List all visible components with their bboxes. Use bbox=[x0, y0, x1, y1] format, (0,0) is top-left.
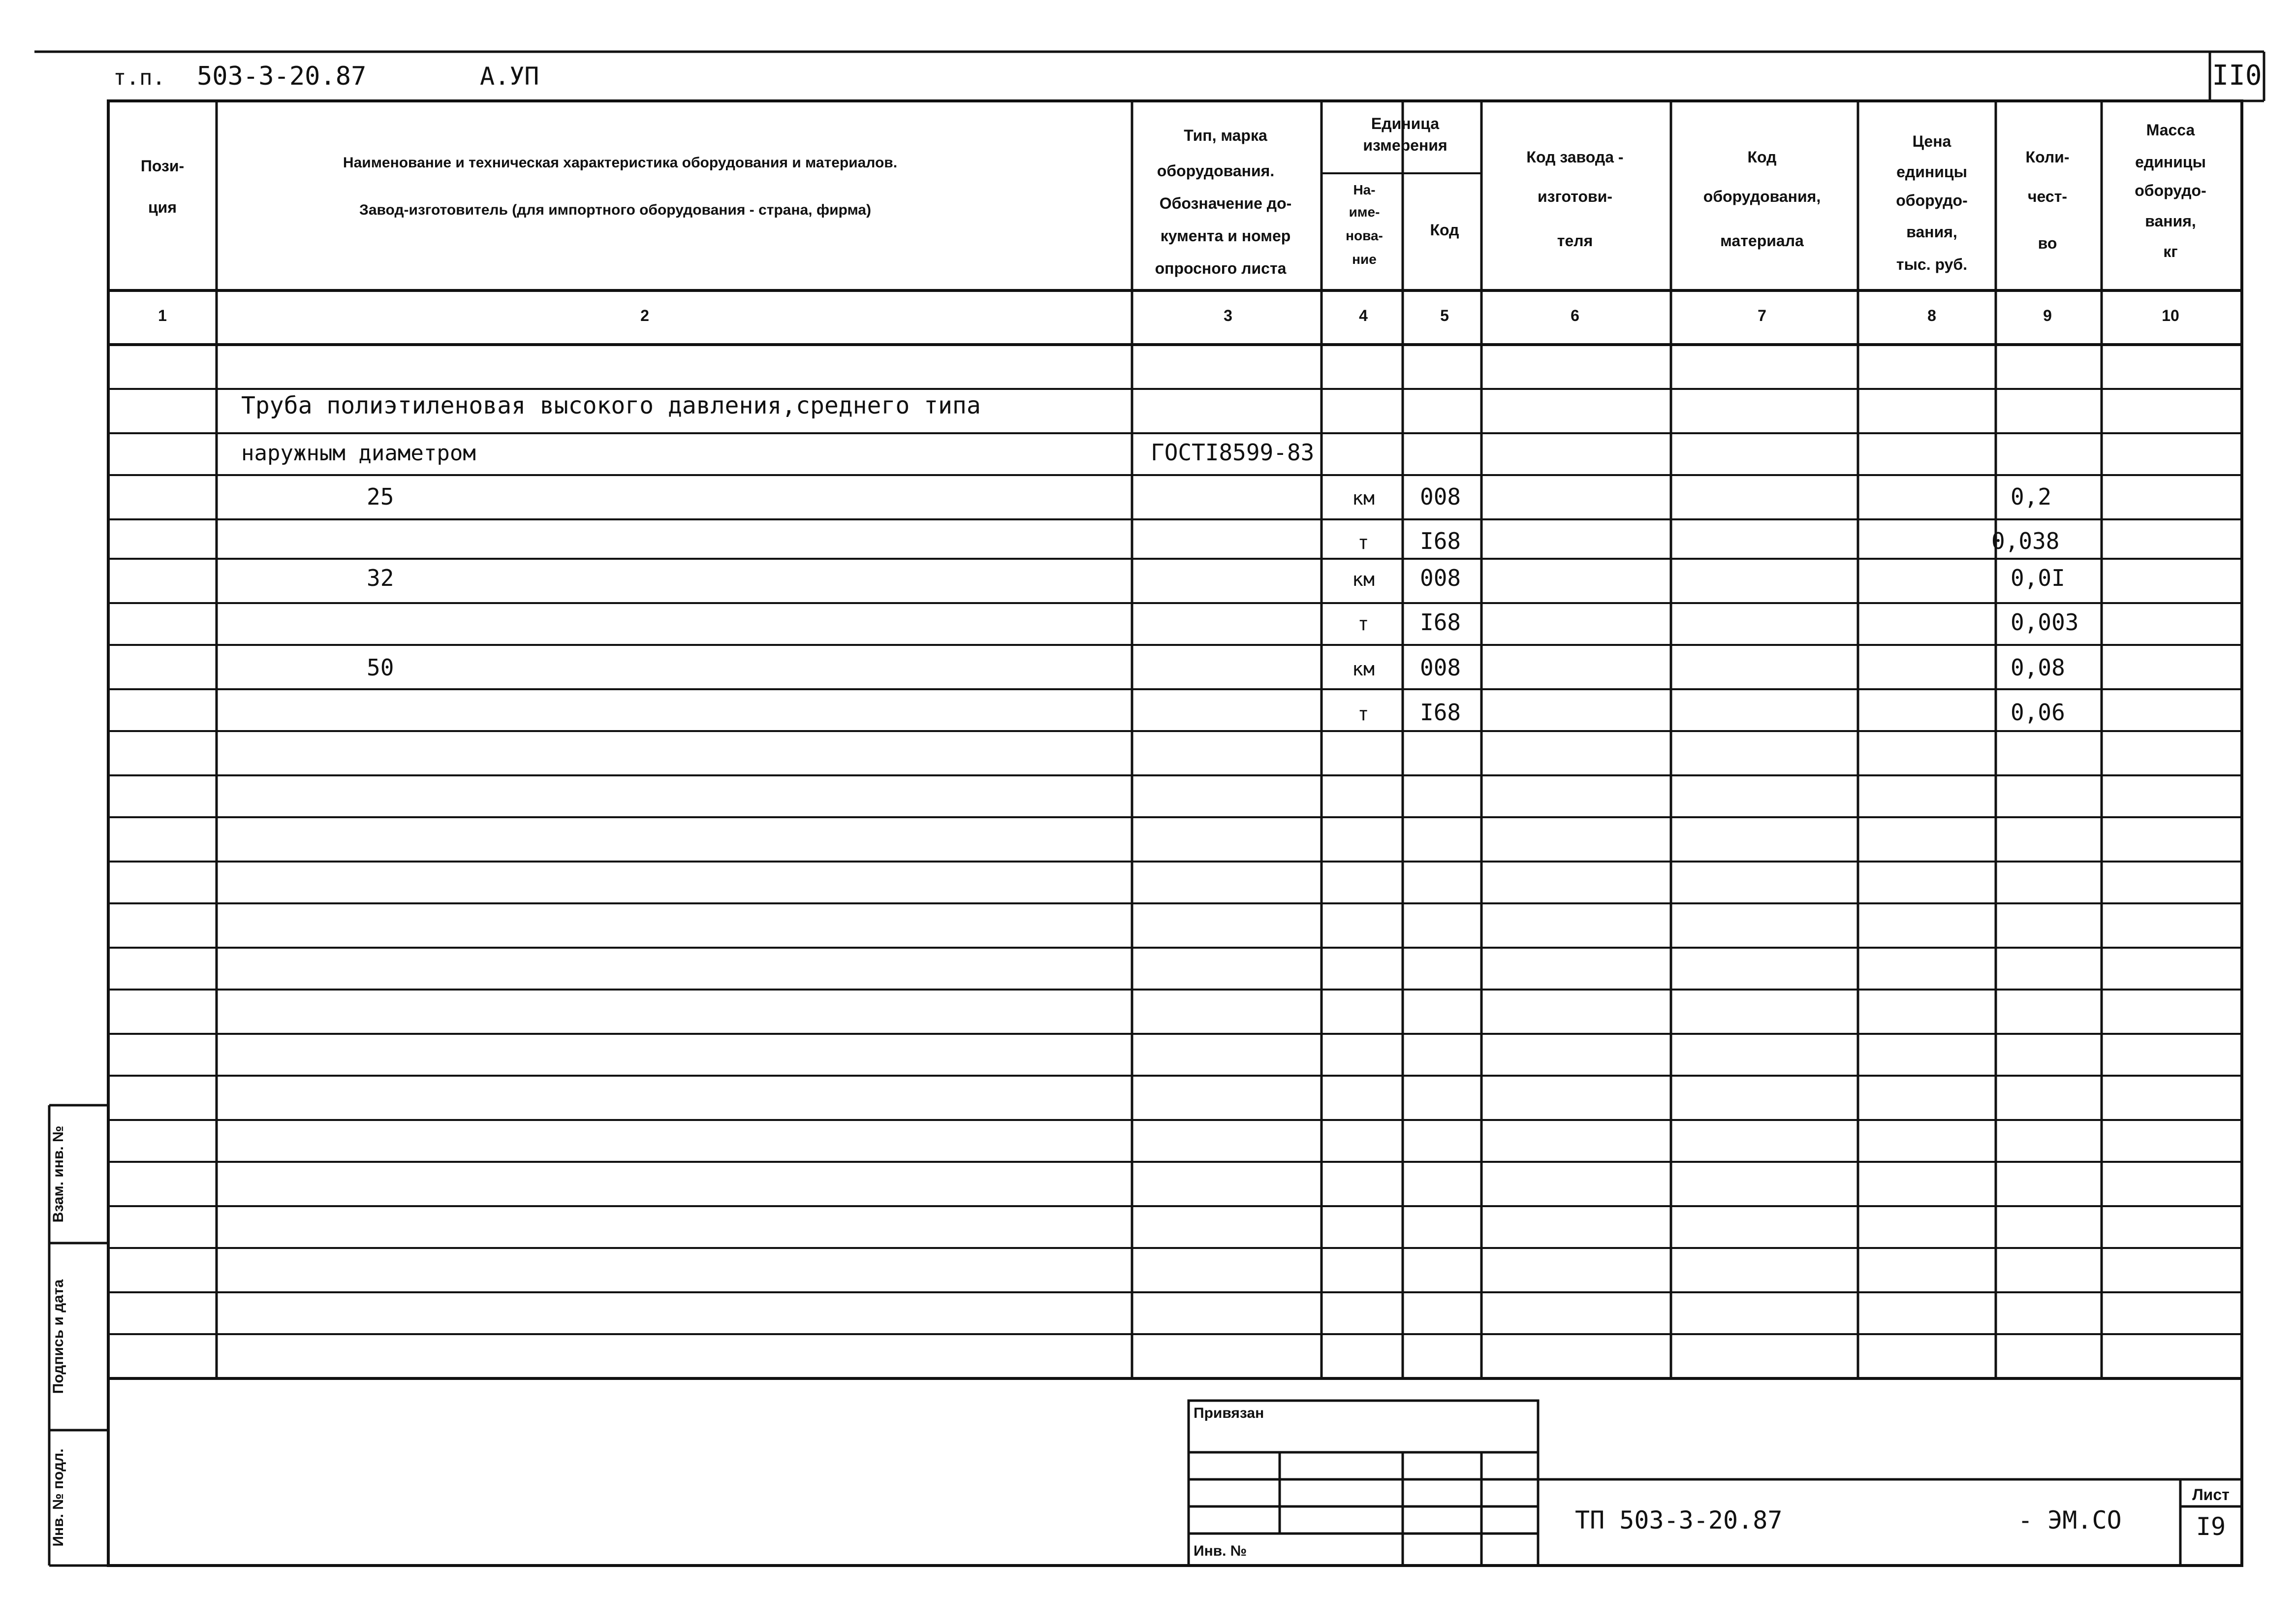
row-3-code: 008 bbox=[1420, 483, 1461, 510]
project-code: ТП 503-3-20.87 bbox=[1575, 1506, 1783, 1535]
row-4-code: I68 bbox=[1420, 528, 1461, 554]
col-number-8: 8 bbox=[1927, 307, 1936, 324]
header-type-line5: опросного листа bbox=[1155, 259, 1287, 277]
header-price-line1: Цена bbox=[1912, 132, 1951, 150]
col-number-10: 10 bbox=[2162, 307, 2179, 324]
row-4-qty: 0,038 bbox=[1991, 528, 2060, 554]
header-type-line4: кумента и номер bbox=[1160, 227, 1291, 245]
header-mass-line5: кг bbox=[2163, 243, 2178, 260]
row-5-qty: 0,0I bbox=[2011, 565, 2065, 591]
header-equipment-code-line2: оборудования, bbox=[1703, 188, 1821, 205]
row-5-name: 32 bbox=[367, 565, 394, 591]
row-3-unit: км bbox=[1352, 487, 1375, 509]
header-quantity-line2: чест- bbox=[2027, 188, 2068, 205]
header-mass-line2: единицы bbox=[2135, 153, 2206, 171]
side-stamp-replace-inv: Взам. инв. № bbox=[50, 1125, 66, 1223]
col-number-3: 3 bbox=[1224, 307, 1232, 324]
row-2-doc: ГОСТI8599-83 bbox=[1151, 439, 1315, 466]
row-5-unit: км bbox=[1352, 569, 1375, 590]
col-number-2: 2 bbox=[640, 307, 649, 324]
header-position-line1: Пози- bbox=[140, 157, 185, 175]
header-mass-line3: оборудо- bbox=[2135, 182, 2206, 199]
section-suffix: - ЭМ.СО bbox=[2018, 1506, 2122, 1535]
header-mass-line4: вания, bbox=[2145, 212, 2196, 230]
row-7-code: 008 bbox=[1420, 654, 1461, 681]
col-number-6: 6 bbox=[1571, 307, 1579, 324]
header-unit-name-line1: На- bbox=[1353, 182, 1376, 197]
row-2-name: наружным диаметром bbox=[241, 441, 476, 466]
header-type-line1: Тип, марка bbox=[1184, 127, 1267, 144]
col-number-1: 1 bbox=[158, 307, 167, 324]
col-number-4: 4 bbox=[1359, 307, 1368, 324]
header-price-line2: единицы bbox=[1896, 163, 1967, 181]
header-quantity-line3: во bbox=[2038, 234, 2057, 252]
header-type-line2: оборудования. bbox=[1157, 162, 1275, 180]
side-stamp-signature-date: Подпись и дата bbox=[50, 1279, 66, 1394]
header-unit-group-line2: измерения bbox=[1363, 136, 1447, 154]
header-maker-code-line3: теля bbox=[1557, 232, 1593, 250]
row-6-qty: 0,003 bbox=[2011, 609, 2079, 636]
col-number-9: 9 bbox=[2043, 307, 2052, 324]
row-3-name: 25 bbox=[367, 483, 394, 510]
header-mass-line1: Масса bbox=[2146, 121, 2195, 139]
sheet-number: I9 bbox=[2196, 1512, 2226, 1541]
header-price-line5: тыс. руб. bbox=[1896, 256, 1968, 273]
header-unit-code: Код bbox=[1430, 221, 1459, 239]
row-6-unit: т bbox=[1357, 613, 1369, 635]
header-type-line3: Обозначение до- bbox=[1159, 194, 1292, 212]
header-unit-group-line1: Единица bbox=[1371, 115, 1440, 132]
row-8-unit: т bbox=[1357, 703, 1369, 725]
inventory-label: Инв. № bbox=[1194, 1543, 1247, 1559]
header-equipment-code-line1: Код bbox=[1747, 148, 1777, 166]
header-price-line4: вания, bbox=[1906, 223, 1957, 241]
col-number-5: 5 bbox=[1440, 307, 1449, 324]
row-7-name: 50 bbox=[367, 654, 394, 681]
header-maker-code-line2: изготови- bbox=[1537, 188, 1613, 205]
side-stamp-original-inv: Инв. № подл. bbox=[50, 1448, 66, 1547]
header-name-line2: Завод-изготовитель (для импортного оборудования - страна, фирма) bbox=[359, 202, 871, 218]
row-8-code: I68 bbox=[1420, 699, 1461, 726]
header-unit-name-line4: ние bbox=[1352, 252, 1377, 267]
header-equipment-code-line3: материала bbox=[1720, 232, 1804, 250]
header-unit-name-line2: име- bbox=[1349, 204, 1380, 220]
row-5-code: 008 bbox=[1420, 565, 1461, 591]
album-label: А.УП bbox=[480, 62, 539, 91]
page-number: II0 bbox=[2212, 60, 2262, 92]
row-4-unit: т bbox=[1357, 532, 1369, 553]
row-6-code: I68 bbox=[1420, 609, 1461, 636]
header-quantity-line1: Коли- bbox=[2025, 148, 2070, 166]
row-1-name: Труба полиэтиленовая высокого давления,среднего типа bbox=[241, 392, 981, 419]
doc-prefix: т.п. bbox=[113, 65, 165, 90]
sheet-label: Лист bbox=[2192, 1486, 2230, 1503]
row-7-qty: 0,08 bbox=[2011, 654, 2065, 681]
doc-number: 503-3-20.87 bbox=[197, 62, 367, 91]
row-8-qty: 0,06 bbox=[2011, 699, 2065, 726]
row-3-qty: 0,2 bbox=[2011, 483, 2052, 510]
header-position-line2: ция bbox=[148, 198, 177, 216]
bound-label: Привязан bbox=[1194, 1405, 1264, 1421]
header-name-line1: Наименование и техническая характеристика оборудования и материалов. bbox=[343, 155, 898, 171]
header-unit-name-line3: нова- bbox=[1346, 228, 1383, 243]
header-maker-code-line1: Код завода - bbox=[1526, 148, 1624, 166]
row-7-unit: км bbox=[1352, 658, 1375, 680]
header-price-line3: оборудо- bbox=[1896, 192, 1968, 209]
col-number-7: 7 bbox=[1758, 307, 1766, 324]
